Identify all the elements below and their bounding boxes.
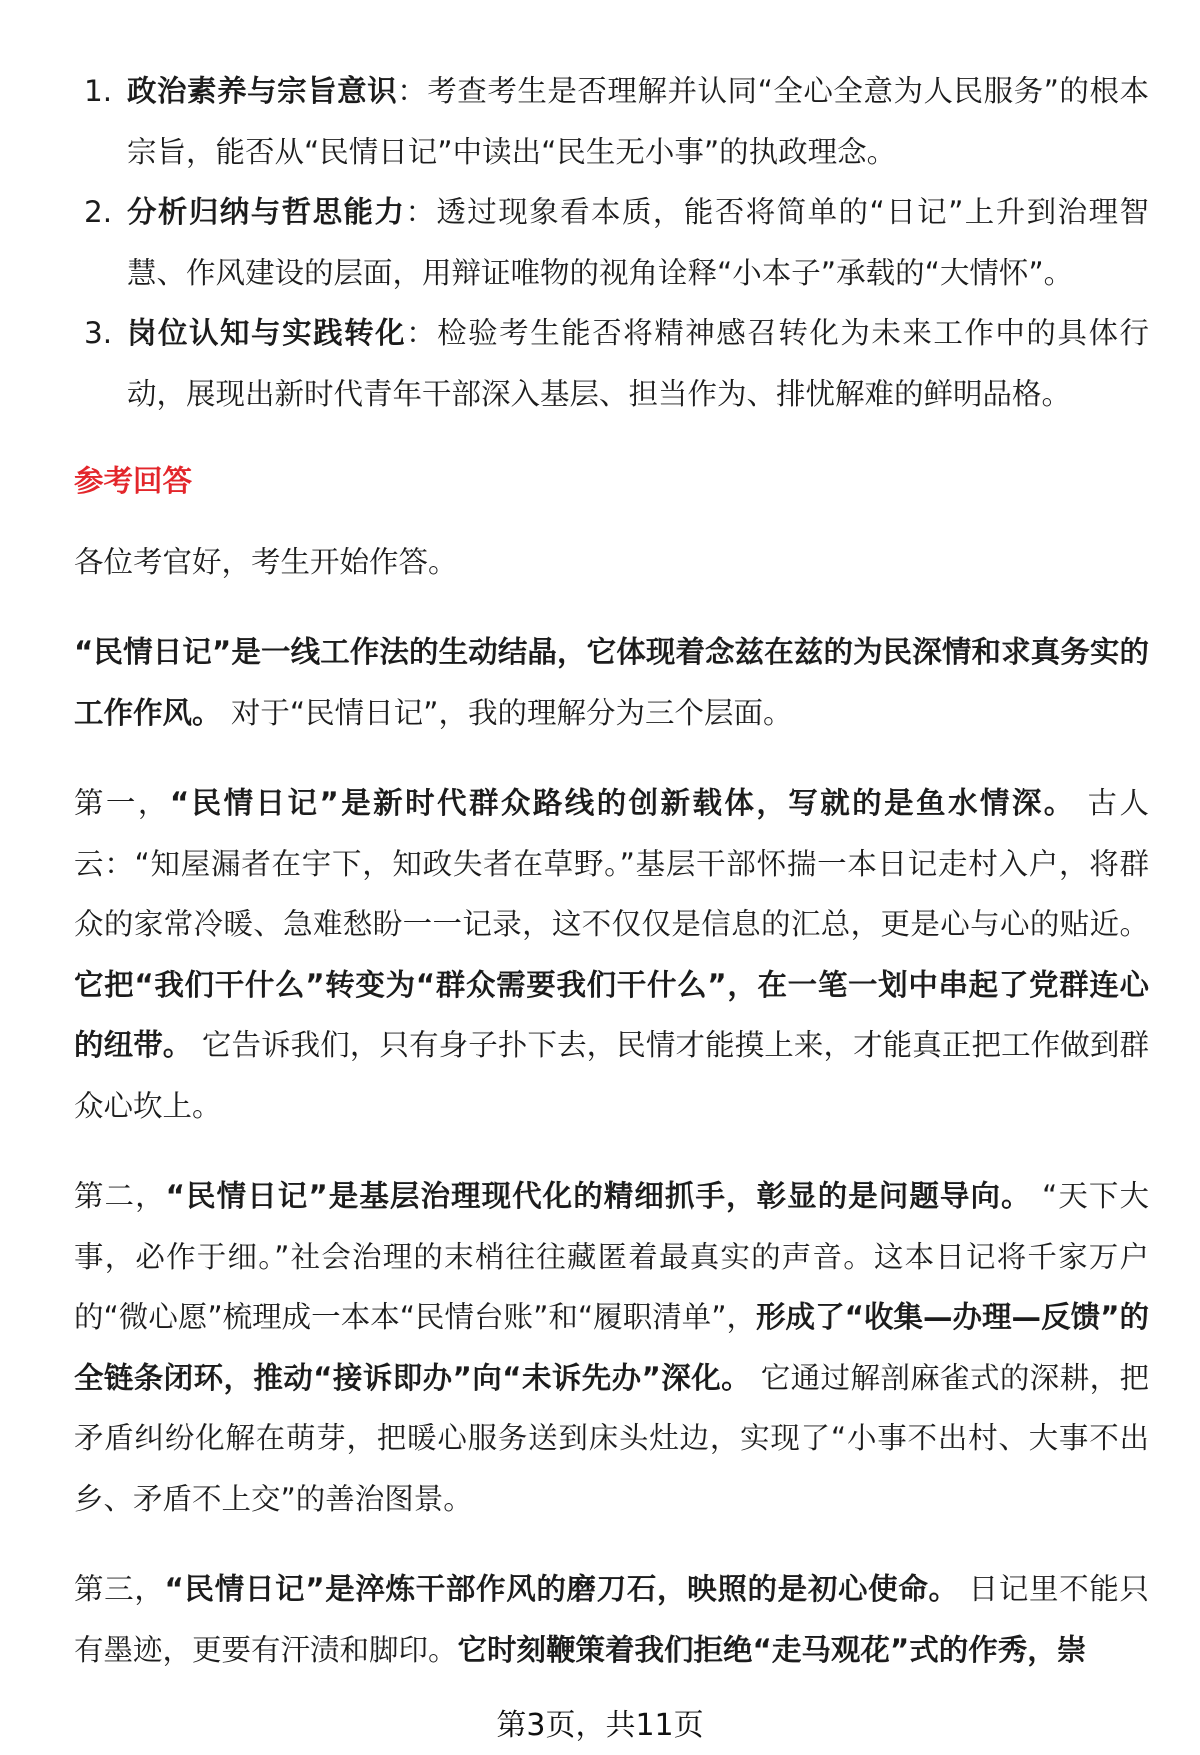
emphasis-text: “民情日记”是淬炼干部作风的磨刀石，映照的是初心使命。 <box>164 1572 959 1606</box>
criterion-number: 2. <box>84 195 113 229</box>
criterion-title: 岗位认知与实践转化 <box>127 316 407 350</box>
answer-paragraph <box>74 532 1149 593</box>
criterion-text: ：检验考生能否将精神感召转化为未来工作中的具体行动，展现出新时代青年干部深入基层、担当作为、排忧解难的鲜明品格。 <box>127 316 1149 411</box>
emphasis-text: “民情日记”是基层治理现代化的精细抓手，彰显的是问题导向。 <box>165 1179 1032 1213</box>
page-number-footer: 第3页，共11页 <box>496 1708 704 1743</box>
criterion-title: 分析归纳与哲思能力 <box>127 195 406 229</box>
criterion-number: 1. <box>84 74 113 108</box>
body-text: “天下大事，必作于细。”社会治理的末梢往往藏匿着最真实的声音。这本日记将千家万户的“微心愿”梳理成一本本“民情台账”和“履职清单”， <box>74 1179 1149 1334</box>
body-text: 它通过解剖麻雀式的深耕，把矛盾纠纷化解在萌芽，把暖心服务送到床头灶边，实现了“小事不出村、大事不出乡、矛盾不上交”的善治图景。 <box>74 1360 1149 1516</box>
body-text: 第三， <box>74 1572 165 1606</box>
criterion-item <box>74 303 1149 424</box>
answer-paragraph <box>74 773 1149 1136</box>
emphasis-text: “民情日记”是新时代群众路线的创新载体，写就的是鱼水情深。 <box>169 786 1076 820</box>
emphasis-text: 形成了“收集—办理—反馈”的全链条闭环，推动“接诉即办”向“未诉先办”深化。 <box>74 1300 1149 1395</box>
emphasis-text: “民情日记”是一线工作法的生动结晶，它体现着念兹在兹的为民深情和求真务实的工作作风。 <box>74 635 1149 730</box>
criterion-item <box>74 182 1149 303</box>
body-text: 它告诉我们，只有身子扑下去，民情才能摸上来，才能真正把工作做到群众心坎上。 <box>74 1028 1149 1123</box>
body-text: 各位考官好，考生开始作答。 <box>74 544 458 579</box>
body-text: 第二， <box>74 1179 166 1213</box>
criterion-text: ：透过现象看本质，能否将简单的“日记”上升到治理智慧、作风建设的层面，用辩证唯物的视角诠释“小本子”承载的“大情怀”。 <box>127 195 1149 290</box>
emphasis-text: 它把“我们干什么”转变为“群众需要我们干什么”，在一笔一划中串起了党群连心的纽带。 <box>74 967 1149 1062</box>
body-text: 日记里不能只有墨迹，更要有汗渍和脚印。 <box>74 1572 1149 1667</box>
criterion-number: 3. <box>84 316 113 350</box>
answer-heading: 参考回答 <box>74 464 193 498</box>
evaluation-criteria-list <box>74 61 1149 424</box>
body-text: 古人云：“知屋漏者在宇下，知政失者在草野。”基层干部怀揣一本日记走村入户，将群众的家常冷暖、急难愁盼一一记录，这不仅仅是信息的汇总，更是心与心的贴近。 <box>74 786 1149 941</box>
emphasis-text: 它时刻鞭策着我们拒绝“走马观花”式的作秀，崇 <box>457 1632 1087 1667</box>
page-content <box>74 61 1149 1701</box>
criterion-title: 政治素养与宗旨意识 <box>127 74 398 108</box>
body-text: 第一， <box>74 786 170 820</box>
criterion-item <box>74 61 1149 182</box>
answer-paragraph <box>74 1559 1149 1680</box>
answer-paragraph <box>74 622 1149 743</box>
answer-paragraph <box>74 1166 1149 1529</box>
answer-body <box>74 451 1149 1680</box>
body-text: 对于“民情日记”，我的理解分为三个层面。 <box>221 695 793 730</box>
criterion-text: ：考查考生是否理解并认同“全心全意为人民服务”的根本宗旨，能否从“民情日记”中读出“民生无小事”的执政理念。 <box>127 74 1149 169</box>
